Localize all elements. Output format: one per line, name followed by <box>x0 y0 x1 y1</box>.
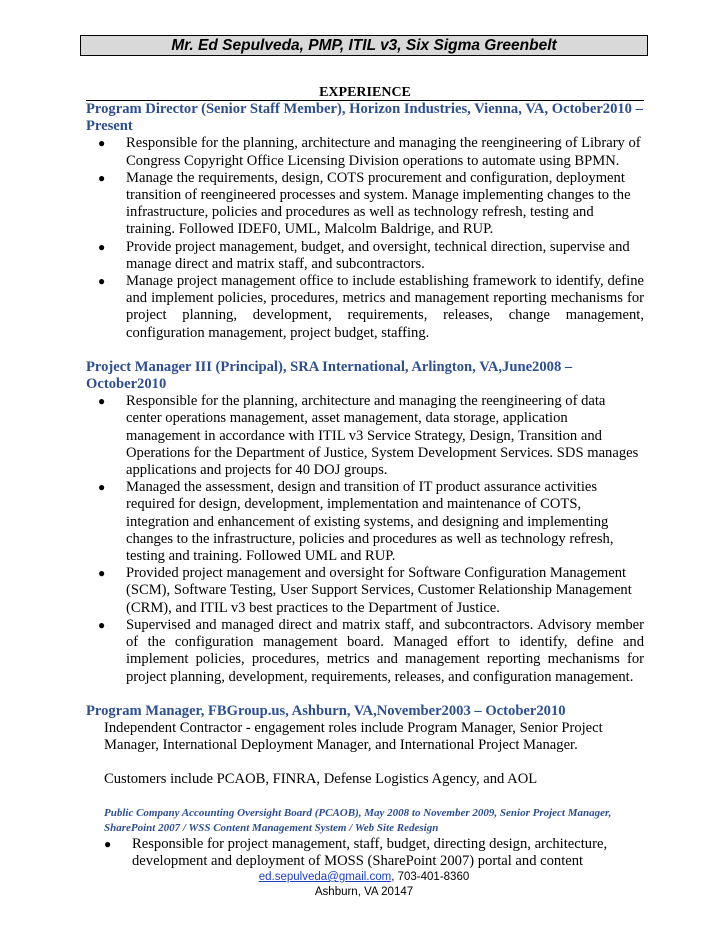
list-item <box>86 617 644 686</box>
page-footer <box>0 870 728 900</box>
bullet-text: Responsible for the planning, architecture and managing the reengineering of data center operations management, asset management, data storage, application management in accordance with ITIL v3 Service Strategy, Design, Transition and Operations for the Department of Justice, System Development Services. SDS manages applications and projects for 40 DOJ groups. <box>126 393 639 479</box>
bullet-text: Manage project management office to include establishing framework to identify, define and implement policies, procedures, metrics and management reporting mechanisms for project planning, development, requirements, releases, change management, configuration management, project budget, staffing. <box>126 273 644 341</box>
list-item <box>86 565 644 617</box>
job-customers: Customers include PCAOB, FINRA, Defense Logistics Agency, and AOL <box>104 771 538 788</box>
list-item <box>86 273 644 342</box>
job-entry <box>86 703 644 870</box>
bullet-text: Supervised and managed direct and matrix staff, and subcontractors. Advisory member of the configuration management board. Managed effort to identify, define and implement policies, procedures, metrics and management reporting mechanisms for project planning, development, requirements, releases, and configuration management. <box>126 616 644 685</box>
list-item <box>86 479 644 565</box>
list-item <box>86 135 644 169</box>
list-item <box>86 239 644 273</box>
bullet-icon: ● <box>98 239 106 254</box>
job-intro: Independent Contractor - engagement roles include Program Manager, Senior Project Manager, International Deployment Manager, and International Project Manager. <box>104 719 603 754</box>
job-title: Program Manager, FBGroup.us, Ashburn, VA,November2003 – October2010 <box>86 702 566 719</box>
job-bullets <box>86 393 644 685</box>
name-header: Mr. Ed Sepulveda, PMP, ITIL v3, Six Sigma Greenbelt <box>80 35 648 56</box>
email-link[interactable]: ed.sepulveda@gmail.com <box>258 871 392 883</box>
job-title: Project Manager III (Principal), SRA International, Arlington, VA,June2008 – October2010 <box>86 358 573 393</box>
job-bullets <box>92 836 644 870</box>
job-bullets <box>86 135 644 341</box>
bullet-icon: ● <box>104 836 112 851</box>
engagement-subheading: Public Company Accounting Oversight Board (PCAOB), May 2008 to November 2009, Senior Project Manager, SharePoint 2007 / WSS Content Management System / Web Site Redesign <box>104 806 612 834</box>
bullet-icon: ● <box>98 617 106 632</box>
bullet-icon: ● <box>98 566 106 581</box>
section-title-experience: EXPERIENCE <box>319 85 411 100</box>
bullet-text: Responsible for project management, staff, budget, directing design, architecture, development and deployment of MOSS (SharePoint 2007) portal and content <box>132 835 608 869</box>
bullet-icon: ● <box>98 274 106 289</box>
bullet-icon: ● <box>98 136 106 151</box>
job-entry <box>86 101 644 342</box>
bullet-icon: ● <box>98 170 106 185</box>
contact-line <box>0 870 728 885</box>
job-title: Program Director (Senior Staff Member), Horizon Industries, Vienna, VA, October2010 – Present <box>86 101 643 135</box>
bullet-text: Manage the requirements, design, COTS procurement and configuration, deployment transition of reengineered processes and system. Manage implementing changes to the infrastructure, policies and procedures as well as technology refresh, testing and training. Followed IDEF0, UML, Malcolm Baldrige, and RUP. <box>126 169 631 238</box>
bullet-icon: ● <box>98 480 106 495</box>
bullet-text: Provided project management and oversight for Software Configuration Management (SCM), Software Testing, User Support Services, Customer Relationship Management (CRM), and ITIL v3 best practices to the Department of Justice. <box>126 565 632 616</box>
list-item <box>86 393 644 479</box>
address: Ashburn, VA 20147 <box>314 886 414 898</box>
bullet-icon: ● <box>98 394 106 409</box>
job-entry <box>86 359 644 686</box>
phone-number: , 703-401-8360 <box>391 871 470 883</box>
bullet-text: Managed the assessment, design and transition of IT product assurance activities required for design, development, implementation and maintenance of COTS, integration and enhancement of existing systems, and designing and implementing changes to the infrastructure, policies and procedures as well as technology refresh, testing and training. Followed UML and RUP. <box>126 479 614 565</box>
experience-content <box>86 101 644 870</box>
list-item <box>86 170 644 239</box>
list-item <box>92 836 644 870</box>
bullet-text: Responsible for the planning, architecture and managing the reengineering of Library of Congress Copyright Office Licensing Division operations to automate using BPMN. <box>126 135 641 169</box>
bullet-text: Provide project management, budget, and oversight, technical direction, supervise and manage direct and matrix staff, and subcontractors. <box>126 238 630 272</box>
